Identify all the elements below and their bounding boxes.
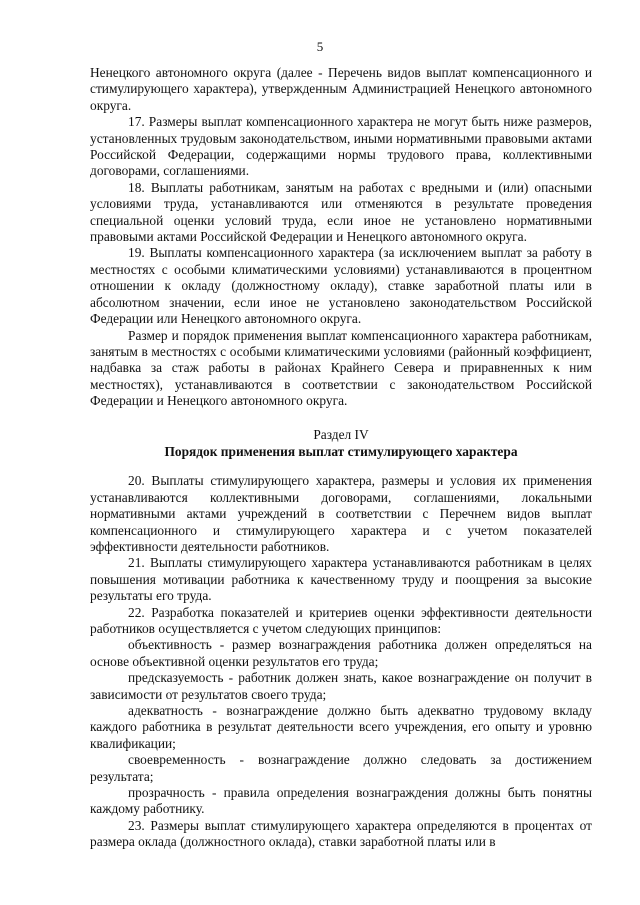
principle-transparency: прозрачность - правила определения вознаграждения должны быть понятны каждому работнику. (90, 785, 592, 817)
paragraph-18: 18. Выплаты работникам, занятым на работах с вредными и (или) опасными условиями труда, устанавливаются или отменяются в результате проведения специальной оценки условий труда, если иное не установлено нормативными правовыми актами Российской Федерации и Ненецкого автономного округа. (90, 179, 592, 245)
principle-predictability: предсказуемость - работник должен знать, какое вознаграждение он получит в зависимости от результатов своего труда; (90, 670, 592, 702)
principle-adequacy: адекватность - вознаграждение должно быть адекватно трудовому вкладу каждого работника в результат деятельности всего учреждения, его опыту и уровню квалификации; (90, 703, 592, 751)
paragraph-19: 19. Выплаты компенсационного характера (за исключением выплат за работу в местностях с особыми климатическими условиями) устанавливаются в процентном отношении к окладу (должностному окладу), ставке заработной платы или в абсолютном значении, если иное не установлено законодательством Российской Федерации или Ненецкого автономного округа. (90, 245, 592, 327)
paragraph-17: 17. Размеры выплат компенсационного характера не могут быть ниже размеров, установленных трудовым законодательством, иными нормативными правовыми актами Российской Федерации, содержащими нормы трудового права, коллективными договорами, соглашениями. (90, 114, 592, 179)
principle-objectivity: объективность - размер вознаграждения работника должен определяться на основе объективной оценки результатов его труда; (90, 637, 592, 669)
document-body (90, 65, 592, 851)
paragraph-23: 23. Размеры выплат стимулирующего характера определяются в процентах от размера оклада (должностного оклада), ставки заработной платы или в (90, 817, 592, 850)
section-title: Порядок применения выплат стимулирующего характера (164, 443, 518, 459)
paragraph-continuation: Ненецкого автономного округа (далее - Перечень видов выплат компенсационного и стимулирующего характера), утвержденным Администрацией Ненецкого автономного округа. (90, 65, 592, 113)
paragraph-22: 22. Разработка показателей и критериев оценки эффективности деятельности работников осуществляется с учетом следующих принципов: (90, 604, 592, 636)
paragraph-19-climate: Размер и порядок применения выплат компенсационного характера работникам, занятым в местностях с особыми климатическими условиями (районный коэффициент, надбавка за стаж работы в районах Крайнего Севера и приравненных к ним местностях), устанавливаются в соответствии с законодательством Российской Федерации и Ненецкого автономного округа. (90, 327, 592, 409)
paragraph-20: 20. Выплаты стимулирующего характера, размеры и условия их применения устанавливаются коллективными договорами, соглашениями, локальными нормативными актами учреждений в соответствии с Перечнем видов выплат компенсационного и стимулирующего характера и с учетом показателей эффективности деятельности работников. (90, 473, 592, 554)
principle-timeliness: своевременность - вознаграждение должно следовать за достижением результата; (90, 752, 592, 784)
paragraph-21: 21. Выплаты стимулирующего характера устанавливаются работникам в целях повышения мотивации работника к качественному труду и поощрения за высокие результаты его труда. (90, 555, 592, 604)
section-label: Раздел IV (313, 426, 369, 442)
page-number: 5 (316, 39, 324, 54)
